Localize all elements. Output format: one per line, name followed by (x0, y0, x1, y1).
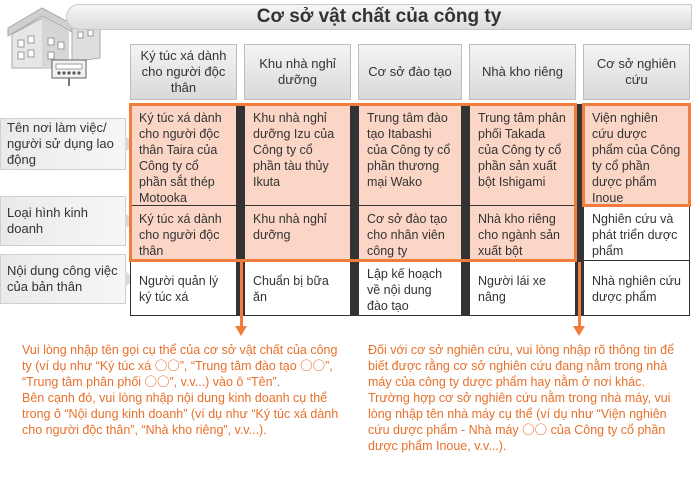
table-cell: Ký túc xá dành cho người độc thân (131, 206, 236, 260)
row-header-name: Tên nơi làm việc/ người sử dụng lao động (0, 118, 126, 170)
row-header-business-type: Loại hình kinh doanh (0, 196, 126, 246)
table-cell: Lập kế hoạch về nội dung đào tạo (359, 261, 461, 315)
note-paragraph: Vui lòng nhập tên gọi cụ thể của cơ sở vật chất của công ty (ví dụ như “Ký túc xá 〇〇”, “Trung tâm đào tạo 〇〇”, “Trung tâm phân phối 〇〇”, v.v...) vào ô “Tên”. (22, 343, 338, 389)
table-cell: Chuẩn bị bữa ăn (245, 261, 350, 315)
table-cell: Trung tâm phân phối Takada của Công ty cổ phần sản xuất bột Ishigami (470, 105, 575, 205)
table-cell: Nhà kho riêng cho ngành sản xuất bột (470, 206, 575, 260)
table-cell: Nghiên cứu và phát triển dược phẩm (584, 206, 689, 260)
arrow-down-icon (240, 262, 243, 328)
row-header-job-content: Nội dung công việc của bản thân (0, 254, 126, 304)
table-cell: Khu nhà nghỉ dưỡng Izu của Công ty cổ phần tàu thủy Ikuta (245, 105, 350, 205)
note-paragraph: Đối với cơ sở nghiên cứu, vui lòng nhập rõ thông tin để biết được rằng cơ sở nghiên cứu đang nằm trong nhà máy của công ty dược phẩm hay nằm ở nơi khác. (368, 343, 675, 389)
arrow-down-icon (578, 262, 581, 328)
page-title: Cơ sở vật chất của công ty (66, 4, 692, 30)
note-right (368, 342, 680, 454)
arrow-down-icon (573, 326, 585, 336)
table-cell: Người quản lý ký túc xá (131, 261, 236, 315)
table-cell: Nhà nghiên cứu dược phẩm (584, 261, 689, 315)
table-cell: Cơ sở đào tạo cho nhân viên công ty (359, 206, 461, 260)
table-cell: Viện nghiên cứu dược phẩm của Công ty cổ phần dược phẩm Inoue (584, 105, 689, 205)
note-paragraph: Trường hợp cơ sở nghiên cứu nằm trong nhà máy, vui lòng nhập tên nhà máy cụ thể (ví dụ như “Viện nghiên cứu dược phẩm - Nhà máy 〇〇 của Công ty cổ phần dược phẩm Inoue, v.v...). (368, 391, 671, 453)
column-header-resort: Khu nhà nghỉ dưỡng (244, 44, 351, 100)
arrow-down-icon (235, 326, 247, 336)
table-cell: Trung tâm đào tạo Itabashi của Công ty cổ phần thương mại Wako (359, 105, 461, 205)
column-header-research: Cơ sở nghiên cứu (583, 44, 690, 100)
column-header-training: Cơ sở đào tạo (358, 44, 462, 100)
note-left (22, 342, 340, 438)
table-cell: Khu nhà nghỉ dưỡng (245, 206, 350, 260)
table-cell: Ký túc xá dành cho người độc thân Taira của Công ty cổ phần sắt thép Motooka (131, 105, 236, 205)
note-paragraph: Bên cạnh đó, vui lòng nhập nội dung kinh doanh cụ thể trong ô “Nội dung kinh doanh” (ví dụ như “Ký túc xá dành cho người độc thân”, “Nhà kho riêng”, v.v...). (22, 391, 339, 437)
column-header-dormitory: Ký túc xá dành cho người độc thân (130, 44, 237, 100)
column-header-warehouse: Nhà kho riêng (469, 44, 576, 100)
table-cell: Người lái xe nâng (470, 261, 575, 315)
